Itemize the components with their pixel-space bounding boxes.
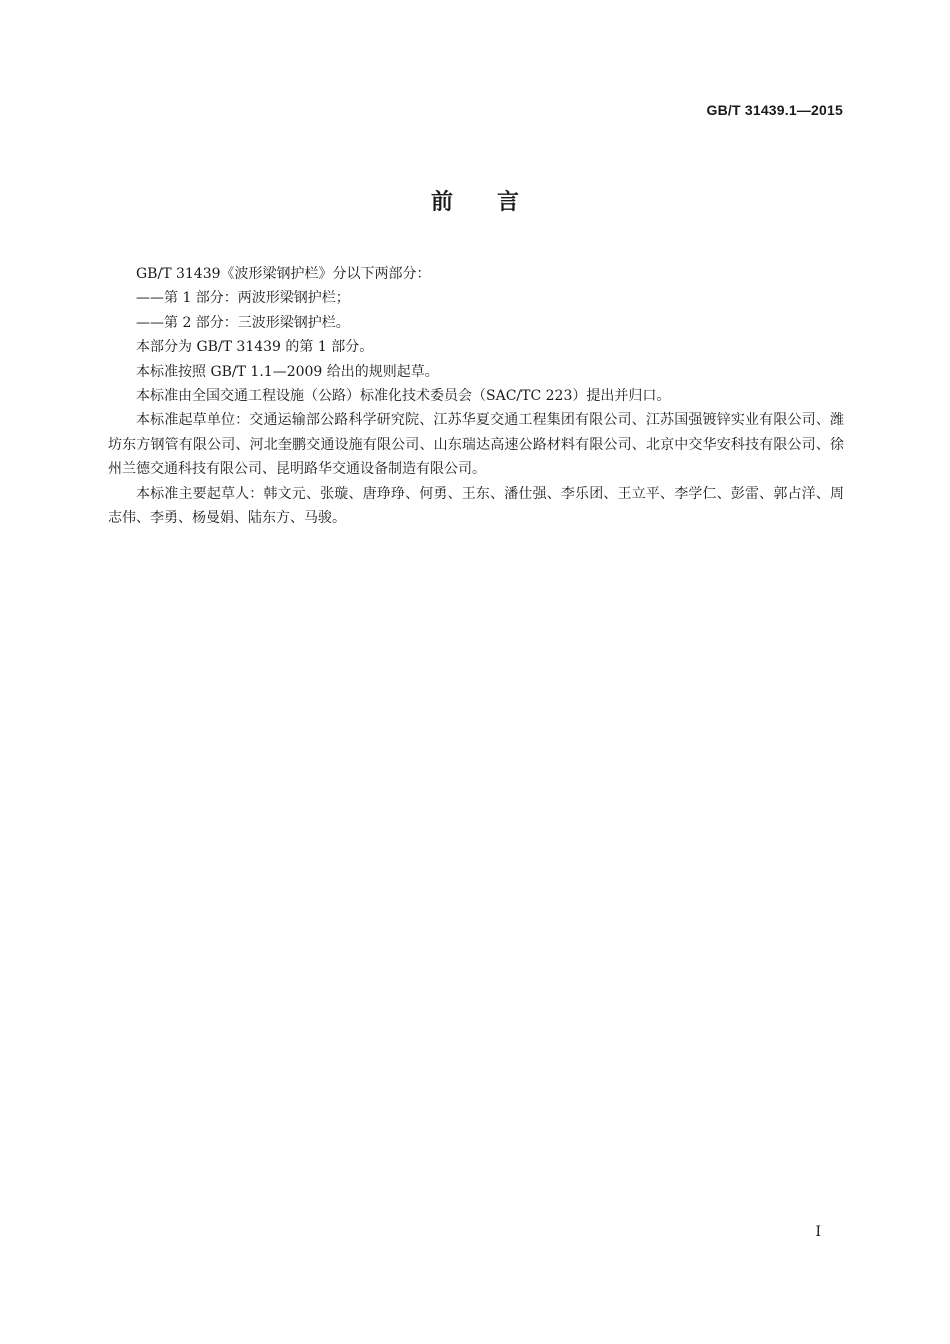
- paragraph-proposer: 本标准由全国交通工程设施（公路）标准化技术委员会（SAC/TC 223）提出并归口。: [136, 388, 671, 405]
- paragraph-this-part: 本部分为 GB/T 31439 的第 1 部分。: [136, 339, 374, 356]
- standard-code: GB/T 31439.1—2015: [706, 102, 843, 118]
- page-title: 前 言: [430, 190, 519, 215]
- paragraph-part-2: ——第 2 部分：三波形梁钢护栏。: [136, 314, 350, 331]
- foreword-body: [108, 262, 844, 530]
- paragraph-parts-intro: GB/T 31439《波形梁钢护栏》分以下两部分：: [136, 266, 431, 282]
- paragraph-drafting-rules: 本标准按照 GB/T 1.1—2009 给出的规则起草。: [136, 363, 439, 380]
- paragraph-drafting-units: 本标准起草单位：交通运输部公路科学研究院、江苏华夏交通工程集团有限公司、江苏国强镀锌实业有限公司、潍坊东方钢管有限公司、河北奎鹏交通设施有限公司、山东瑞达高速公路材料有限公司、北京中交华安科技有限公司、徐州兰德交通科技有限公司、昆明路华交通设备制造有限公司。: [108, 412, 844, 478]
- paragraph-part-1: ——第 1 部分：两波形梁钢护栏；: [136, 290, 350, 307]
- page-number: I: [815, 1224, 821, 1240]
- paragraph-drafters: 本标准主要起草人：韩文元、张璇、唐琤琤、何勇、王东、潘仕强、李乐团、王立平、李学仁、彭雷、郭占洋、周志伟、李勇、杨曼娟、陆东方、马骏。: [108, 485, 844, 527]
